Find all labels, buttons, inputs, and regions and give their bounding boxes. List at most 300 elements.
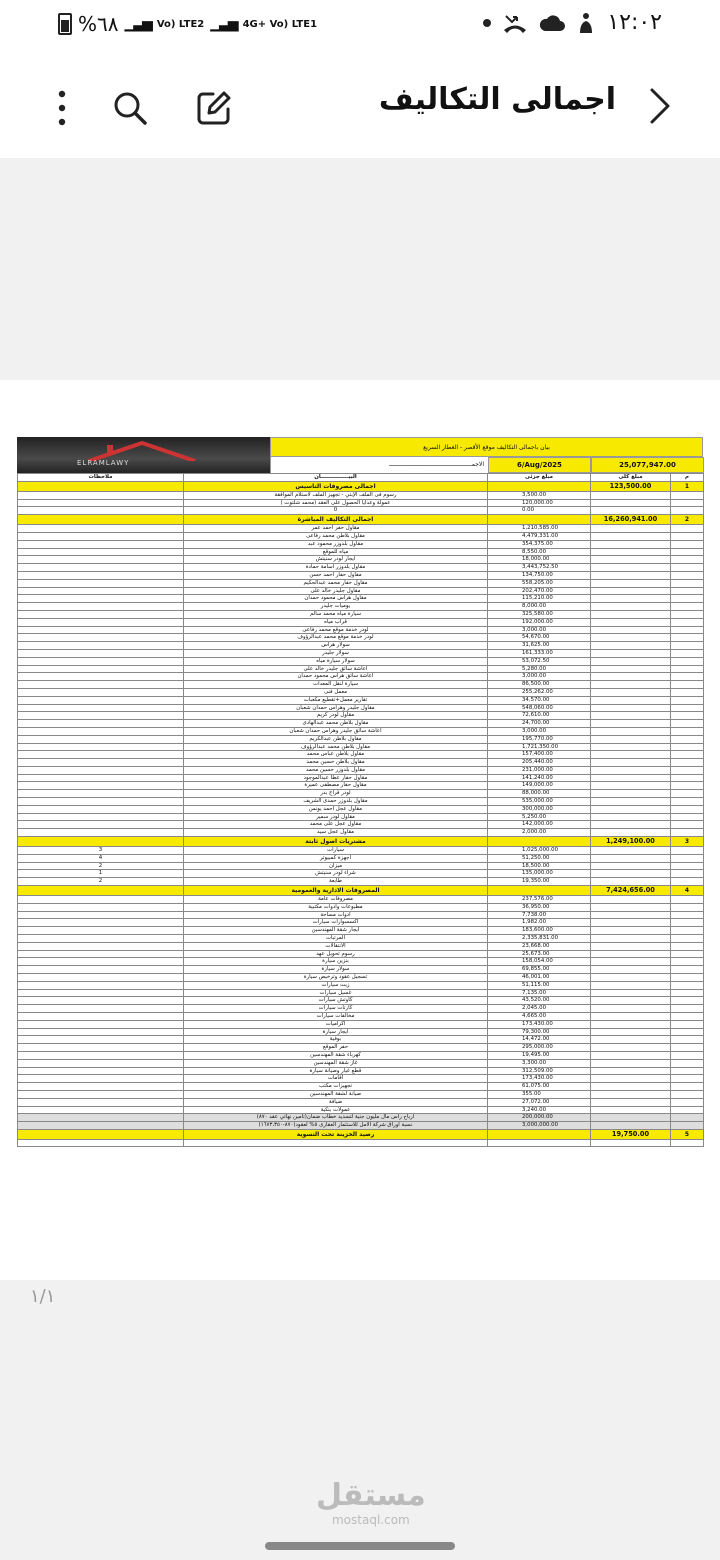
table-row	[18, 829, 704, 837]
total-amount-cell	[591, 618, 671, 626]
partial-amount-cell: 61,075.00	[488, 1083, 591, 1091]
description-cell: كارتات سيارات	[184, 1005, 488, 1013]
notes-cell	[18, 782, 184, 790]
description-cell: سولار هراس	[184, 642, 488, 650]
app-bar	[0, 54, 720, 158]
cost-table	[17, 473, 704, 1147]
total-amount-cell	[591, 878, 671, 886]
table-row	[18, 610, 704, 618]
row-number-cell	[671, 1028, 704, 1036]
row-number-cell	[671, 556, 704, 564]
total-amount-cell	[591, 1090, 671, 1098]
table-row	[18, 1059, 704, 1067]
table-row	[18, 681, 704, 689]
partial-amount-cell: 1,982.00	[488, 919, 591, 927]
description-cell: اجمالى التكاليف المباشرة	[184, 515, 488, 525]
partial-amount-cell: 4,665.00	[488, 1013, 591, 1021]
row-number-cell	[671, 704, 704, 712]
row-number-cell	[671, 1036, 704, 1044]
partial-amount-cell: 36,950.00	[488, 903, 591, 911]
partial-amount-cell: 53,072.50	[488, 657, 591, 665]
row-number-cell	[671, 1075, 704, 1083]
table-row	[18, 782, 704, 790]
table-row	[18, 1090, 704, 1098]
description-cell: مقاول بلدوزر حسين محمد	[184, 766, 488, 774]
notes-cell	[18, 540, 184, 548]
notes-cell	[18, 499, 184, 507]
table-row	[18, 751, 704, 759]
home-indicator[interactable]	[265, 1542, 455, 1550]
description-cell: سولار سيارة	[184, 966, 488, 974]
partial-amount-cell: 354,375.00	[488, 540, 591, 548]
total-amount-cell	[591, 821, 671, 829]
description-cell: 0	[184, 507, 488, 515]
notes-cell	[18, 626, 184, 634]
row-number-cell	[671, 712, 704, 720]
total-amount-cell	[591, 997, 671, 1005]
row-number-cell	[671, 618, 704, 626]
table-row	[18, 1067, 704, 1075]
table-row	[18, 958, 704, 966]
col-no: م	[671, 474, 704, 482]
status-right	[483, 10, 662, 35]
row-number-cell: 1	[671, 481, 704, 491]
partial-amount-cell	[488, 837, 591, 847]
row-number-cell	[671, 1139, 704, 1147]
total-amount-cell	[591, 1106, 671, 1114]
total-amount-cell	[591, 1067, 671, 1075]
spreadsheet	[17, 437, 703, 1147]
notes-cell	[18, 1067, 184, 1075]
partial-amount-cell: 157,400.00	[488, 751, 591, 759]
row-number-cell	[671, 1106, 704, 1114]
table-row	[18, 540, 704, 548]
total-amount-cell	[591, 935, 671, 943]
row-number-cell	[671, 727, 704, 735]
table-row	[18, 720, 704, 728]
table-row	[18, 847, 704, 855]
row-number-cell	[671, 896, 704, 904]
table-row	[18, 618, 704, 626]
partial-amount-cell: 7,738.00	[488, 911, 591, 919]
notes-cell	[18, 829, 184, 837]
search-icon	[112, 90, 148, 126]
edit-button[interactable]	[194, 88, 234, 128]
notes-cell	[18, 1114, 184, 1122]
partial-amount-cell: 18,500.00	[488, 862, 591, 870]
table-row	[18, 1051, 704, 1059]
row-number-cell	[671, 1090, 704, 1098]
table-row	[18, 942, 704, 950]
table-row	[18, 1036, 704, 1044]
notes-cell	[18, 813, 184, 821]
row-number-cell	[671, 981, 704, 989]
notes-cell	[18, 665, 184, 673]
description-cell	[184, 1139, 488, 1147]
notes-cell	[18, 556, 184, 564]
partial-amount-cell: 34,570.00	[488, 696, 591, 704]
description-cell: تجهيزات مكتب	[184, 1083, 488, 1091]
table-header-row	[18, 474, 704, 482]
row-number-cell: 3	[671, 837, 704, 847]
notes-cell	[18, 603, 184, 611]
notes-cell	[18, 681, 184, 689]
partial-amount-cell: 3,300.00	[488, 1059, 591, 1067]
description-cell: زيت سيارات	[184, 981, 488, 989]
partial-amount-cell: 115,210.00	[488, 595, 591, 603]
total-amount-cell	[591, 491, 671, 499]
total-amount-cell	[591, 649, 671, 657]
partial-amount-cell: 8,000.00	[488, 603, 591, 611]
notes-cell	[18, 759, 184, 767]
description-cell: مشتريات اصول ثابتة	[184, 837, 488, 847]
table-row	[18, 1139, 704, 1147]
description-cell: حفر الموقع	[184, 1044, 488, 1052]
table-row	[18, 1013, 704, 1021]
total-amount-cell	[591, 1114, 671, 1122]
signal-icon: ▁▃▅	[210, 16, 237, 32]
table-row	[18, 665, 704, 673]
description-cell: نسبة اوراق شركة الامل للاستثمار العقارى ٥% لعقود(٨٧٠-١٦٧٣،٣٥٠)	[184, 1122, 488, 1130]
total-amount-cell: 16,260,941.00	[591, 515, 671, 525]
description-cell: مقاول هراس محمود حمدان	[184, 595, 488, 603]
total-amount-cell	[591, 548, 671, 556]
col-description: البيـــــــــــــــان	[184, 474, 488, 482]
total-amount-cell: 19,750.00	[591, 1129, 671, 1139]
partial-amount-cell: 325,580.00	[488, 610, 591, 618]
description-cell: عمولة وعدايا الحصول على العقد (محمد شلتوت )	[184, 499, 488, 507]
partial-amount-cell: 158,054.00	[488, 958, 591, 966]
description-cell: مقاول لودر كريم	[184, 712, 488, 720]
more-options-button[interactable]	[42, 88, 82, 128]
logo-text: ELRAMLAWY	[77, 459, 130, 467]
total-amount-cell	[591, 1075, 671, 1083]
table-row	[18, 766, 704, 774]
description-cell: مقاول بلاطن محمد عبدالهادى	[184, 720, 488, 728]
partial-amount-cell	[488, 481, 591, 491]
description-cell: ضيافة	[184, 1098, 488, 1106]
partial-amount-cell: 31,625.00	[488, 642, 591, 650]
total-amount-cell	[591, 688, 671, 696]
notes-cell	[18, 743, 184, 751]
total-amount-cell	[591, 854, 671, 862]
partial-amount-cell: 535,000.00	[488, 798, 591, 806]
total-amount-cell	[591, 1013, 671, 1021]
notes-cell	[18, 950, 184, 958]
search-button[interactable]	[110, 88, 150, 128]
notes-cell	[18, 618, 184, 626]
table-row	[18, 966, 704, 974]
partial-amount-cell: 3,443,752.50	[488, 564, 591, 572]
row-number-cell	[671, 966, 704, 974]
description-cell: ايجار لودر سنيتش	[184, 556, 488, 564]
total-amount-cell	[591, 735, 671, 743]
partial-amount-cell: 3,000,000.00	[488, 1122, 591, 1130]
partial-amount-cell: 1,721,350.00	[488, 743, 591, 751]
back-button[interactable]	[644, 86, 674, 126]
table-row	[18, 974, 704, 982]
edit-icon	[195, 89, 233, 127]
partial-amount-cell: 142,000.00	[488, 821, 591, 829]
description-cell: لودر قراج بدر	[184, 790, 488, 798]
table-row	[18, 642, 704, 650]
notes-cell	[18, 735, 184, 743]
table-row	[18, 1020, 704, 1028]
total-amount-cell	[591, 1044, 671, 1052]
partial-amount-cell: 200,000.00	[488, 1114, 591, 1122]
partial-amount-cell: 88,000.00	[488, 790, 591, 798]
notes-cell	[18, 1059, 184, 1067]
total-amount-cell	[591, 540, 671, 548]
partial-amount-cell: 72,610.00	[488, 712, 591, 720]
total-amount-cell	[591, 1059, 671, 1067]
total-amount-cell	[591, 564, 671, 572]
grand-total: 25,077,947.00	[591, 457, 704, 473]
notes-cell	[18, 974, 184, 982]
table-row	[18, 935, 704, 943]
partial-amount-cell: 135,000.00	[488, 870, 591, 878]
row-number-cell	[671, 950, 704, 958]
notes-cell	[18, 896, 184, 904]
table-row	[18, 634, 704, 642]
notes-cell: 4	[18, 854, 184, 862]
notes-cell	[18, 997, 184, 1005]
total-amount-cell	[591, 1098, 671, 1106]
description-cell: مقاول بلاطن محمد عبدالرؤوف	[184, 743, 488, 751]
table-row	[18, 556, 704, 564]
table-row	[18, 507, 704, 515]
sheet-summary-row	[270, 457, 703, 473]
row-number-cell	[671, 862, 704, 870]
partial-amount-cell: 192,000.00	[488, 618, 591, 626]
notes-cell	[18, 1044, 184, 1052]
partial-amount-cell: 2,000.00	[488, 829, 591, 837]
partial-amount-cell: 5,250.00	[488, 813, 591, 821]
description-cell: طابعة	[184, 878, 488, 886]
description-cell: صيانة لشقة المهندسين	[184, 1090, 488, 1098]
row-number-cell	[671, 1098, 704, 1106]
notes-cell	[18, 958, 184, 966]
page-title: اجمالى التكاليف	[378, 82, 616, 117]
row-number-cell	[671, 974, 704, 982]
table-row	[18, 989, 704, 997]
row-number-cell	[671, 1005, 704, 1013]
total-amount-cell	[591, 1020, 671, 1028]
row-number-cell	[671, 657, 704, 665]
partial-amount-cell: 300,000.00	[488, 805, 591, 813]
section-row	[18, 886, 704, 896]
battery-icon	[58, 13, 72, 35]
partial-amount-cell: 79,300.00	[488, 1028, 591, 1036]
notes-cell	[18, 587, 184, 595]
table-row	[18, 878, 704, 886]
description-cell: مقاول لودر سمير	[184, 813, 488, 821]
partial-amount-cell: 4,479,331.00	[488, 532, 591, 540]
row-number-cell	[671, 499, 704, 507]
table-row	[18, 564, 704, 572]
partial-amount-cell: 173,430.00	[488, 1020, 591, 1028]
table-row	[18, 712, 704, 720]
partial-amount-cell: 237,576.00	[488, 896, 591, 904]
clock: ١٢:٠٢	[607, 10, 662, 35]
table-row	[18, 1044, 704, 1052]
total-amount-cell	[591, 712, 671, 720]
total-amount-cell	[591, 903, 671, 911]
row-number-cell	[671, 911, 704, 919]
partial-amount-cell: 5,280.00	[488, 665, 591, 673]
row-number-cell	[671, 847, 704, 855]
total-amount-cell	[591, 1028, 671, 1036]
section-row	[18, 481, 704, 491]
table-row	[18, 626, 704, 634]
description-cell: مياه للموقع	[184, 548, 488, 556]
row-number-cell	[671, 743, 704, 751]
total-amount-cell	[591, 1083, 671, 1091]
description-cell: مقاول جليدر خالد على	[184, 587, 488, 595]
col-total: مبلغ كلى	[591, 474, 671, 482]
notes-cell	[18, 766, 184, 774]
chevron-right-icon	[644, 86, 674, 126]
table-row	[18, 571, 704, 579]
description-cell: لودر خدمة موقع محمد رفاعى	[184, 626, 488, 634]
total-amount-cell	[591, 966, 671, 974]
notes-cell	[18, 942, 184, 950]
row-number-cell	[671, 790, 704, 798]
partial-amount-cell: 51,250.00	[488, 854, 591, 862]
row-number-cell	[671, 821, 704, 829]
signal-icon: ▁▃▅	[124, 16, 151, 32]
notes-cell	[18, 564, 184, 572]
description-cell: مقاول حفار احمد حسن	[184, 571, 488, 579]
row-number-cell	[671, 942, 704, 950]
notes-cell	[18, 532, 184, 540]
partial-amount-cell: 1,210,585.00	[488, 525, 591, 533]
table-row	[18, 587, 704, 595]
house-roof-icon	[87, 441, 197, 461]
table-row	[18, 696, 704, 704]
row-number-cell	[671, 997, 704, 1005]
notes-cell	[18, 688, 184, 696]
page-indicator: ١/١	[30, 1286, 56, 1307]
table-row	[18, 927, 704, 935]
partial-amount-cell: 231,000.00	[488, 766, 591, 774]
sheet-header	[17, 437, 703, 473]
notes-cell	[18, 657, 184, 665]
total-amount-cell	[591, 634, 671, 642]
viewer-background	[0, 158, 720, 380]
col-partial: مبلغ جزئى	[488, 474, 591, 482]
partial-amount-cell: 25,673.00	[488, 950, 591, 958]
description-cell: بوفية	[184, 1036, 488, 1044]
notification-dot-icon	[483, 19, 491, 27]
partial-amount-cell	[488, 1129, 591, 1139]
total-amount-cell	[591, 870, 671, 878]
notes-cell	[18, 1020, 184, 1028]
partial-amount-cell: 312,509.00	[488, 1067, 591, 1075]
total-amount-cell	[591, 603, 671, 611]
description-cell: مخالفات سيارات	[184, 1013, 488, 1021]
table-row	[18, 862, 704, 870]
description-cell: سيارة مياه محمد سالم	[184, 610, 488, 618]
more-vertical-icon	[57, 90, 67, 126]
row-number-cell	[671, 989, 704, 997]
row-number-cell	[671, 766, 704, 774]
partial-amount-cell	[488, 886, 591, 896]
row-number-cell	[671, 935, 704, 943]
table-row	[18, 1083, 704, 1091]
row-number-cell	[671, 759, 704, 767]
total-amount-cell	[591, 673, 671, 681]
notes-cell	[18, 595, 184, 603]
notes-cell	[18, 1005, 184, 1013]
notes-cell	[18, 805, 184, 813]
partial-amount-cell: 19,350.00	[488, 878, 591, 886]
table-row	[18, 1075, 704, 1083]
notes-cell	[18, 1036, 184, 1044]
row-number-cell	[671, 927, 704, 935]
description-cell: غاز شقة المهندسين	[184, 1059, 488, 1067]
table-row	[18, 673, 704, 681]
total-amount-cell	[591, 958, 671, 966]
description-cell: قراب مياه	[184, 618, 488, 626]
partial-amount-cell: 27,072.00	[488, 1098, 591, 1106]
partial-amount-cell: 141,240.00	[488, 774, 591, 782]
description-cell: مقاول جليدر وهراس حمدان شعبان	[184, 704, 488, 712]
notes-cell	[18, 507, 184, 515]
row-number-cell	[671, 751, 704, 759]
total-amount-cell	[591, 798, 671, 806]
row-number-cell	[671, 870, 704, 878]
total-amount-cell	[591, 862, 671, 870]
total-amount-cell	[591, 704, 671, 712]
total-amount-cell	[591, 507, 671, 515]
notes-cell	[18, 935, 184, 943]
table-row	[18, 774, 704, 782]
total-amount-cell	[591, 743, 671, 751]
table-row	[18, 854, 704, 862]
notes-cell: 1	[18, 870, 184, 878]
description-cell: رسوم تحويل عهد	[184, 950, 488, 958]
notes-cell	[18, 966, 184, 974]
total-amount-cell: 7,424,656.00	[591, 886, 671, 896]
description-cell: مقاول حفار مصطفى عميرة	[184, 782, 488, 790]
description-cell: اعاشة سائق جليدر خالد على	[184, 665, 488, 673]
partial-amount-cell	[488, 1139, 591, 1147]
notes-cell	[18, 642, 184, 650]
row-number-cell	[671, 782, 704, 790]
row-number-cell	[671, 813, 704, 821]
total-amount-cell	[591, 950, 671, 958]
table-row	[18, 1005, 704, 1013]
partial-amount-cell: 24,700.00	[488, 720, 591, 728]
document-page[interactable]	[0, 380, 720, 1280]
total-amount-cell	[591, 720, 671, 728]
notes-cell	[18, 1090, 184, 1098]
table-row	[18, 798, 704, 806]
notes-cell	[18, 911, 184, 919]
total-amount-cell	[591, 571, 671, 579]
description-cell: مقاول بلدوزر حمدى الشريف	[184, 798, 488, 806]
notes-cell	[18, 981, 184, 989]
partial-amount-cell: 3,000.00	[488, 626, 591, 634]
description-cell: لودر خدمة موقع محمد عبدالرؤوف	[184, 634, 488, 642]
description-cell: مقاول حفر احمد عمر	[184, 525, 488, 533]
notes-cell: 3	[18, 847, 184, 855]
partial-amount-cell: 205,440.00	[488, 759, 591, 767]
description-cell: مقاول بلاطن عبدالكريم	[184, 735, 488, 743]
total-amount-cell	[591, 829, 671, 837]
table-row	[18, 870, 704, 878]
